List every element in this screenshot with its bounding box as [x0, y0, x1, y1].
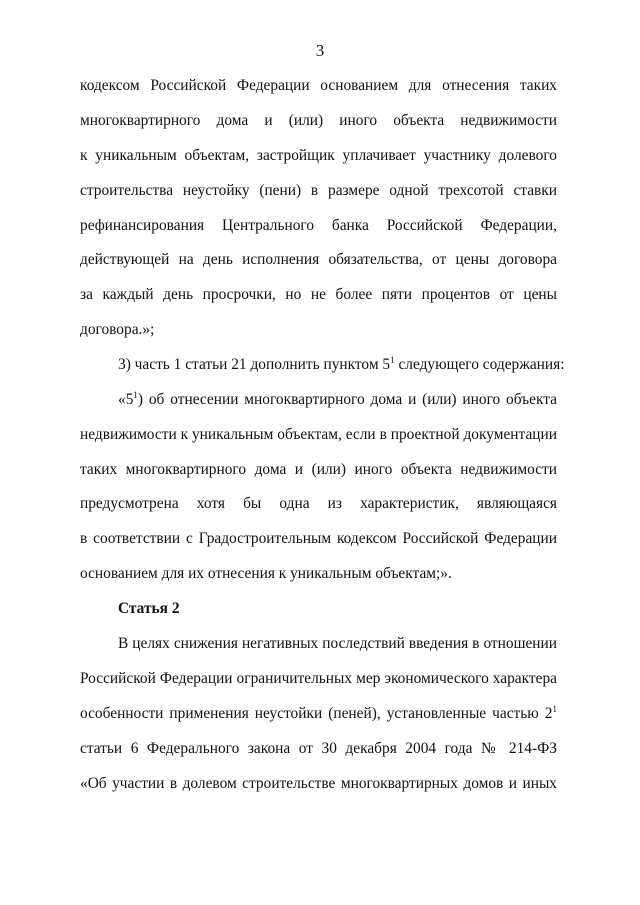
article-line [80, 704, 557, 724]
paragraph-line: многоквартирного дома и (или) иного объекта недвижимости [80, 112, 557, 129]
quote-open: «5 [118, 391, 134, 408]
quote-line: недвижимости к уникальным объектам, если в проектной документации [80, 426, 557, 443]
article-line: статьи 6 Федерального закона от 30 декабря 2004 года № 214-ФЗ [80, 740, 557, 757]
quote-line: предусмотрена хотя бы одна из характеристик, являющаяся [80, 495, 557, 512]
paragraph-line: договора.»; [80, 321, 155, 338]
article-heading: Статья 2 [118, 600, 180, 617]
paragraph-line: действующей на день исполнения обязательства, от цены договора [80, 251, 557, 268]
quote-line: основанием для их отнесения к уникальным объектам;». [80, 565, 452, 582]
superscript: 1 [552, 704, 557, 714]
quote-line: в соответствии с Градостроительным кодексом Российской Федерации [80, 530, 557, 547]
quote-first-line [118, 390, 557, 410]
superscript: 1 [390, 355, 395, 365]
paragraph-line: рефинансирования Центрального банка Российской Федерации, [80, 217, 557, 234]
paragraph-line: к уникальным объектам, застройщик уплачивает участнику долевого [80, 147, 557, 164]
superscript: 1 [133, 390, 138, 400]
article-line: «Об участии в долевом строительстве многоквартирных домов и иных [80, 775, 557, 792]
item-3-prefix: 3) часть 1 статьи 21 дополнить пунктом 5 [118, 356, 391, 373]
item-3-line [118, 355, 565, 375]
article-line: Российской Федерации ограничительных мер экономического характера [80, 670, 557, 687]
quote-line: таких многоквартирного дома и (или) иного объекта недвижимости [80, 461, 557, 478]
quote-first-text: ) об отнесении многоквартирного дома и (или) иного объекта [137, 391, 557, 408]
article-line: В целях снижения негативных последствий введения в отношении [118, 635, 557, 652]
item-3-suffix: следующего содержания: [394, 356, 565, 373]
page-number: 3 [315, 41, 325, 60]
paragraph-line: за каждый день просрочки, но не более пяти процентов от цены [80, 286, 557, 303]
article-line-text: особенности применения неустойки (пеней), установленные частью 2 [80, 705, 553, 722]
paragraph-line: кодексом Российской Федерации основанием для отнесения таких [80, 77, 557, 94]
paragraph-line: строительства неустойку (пени) в размере одной трехсотой ставки [80, 182, 557, 199]
